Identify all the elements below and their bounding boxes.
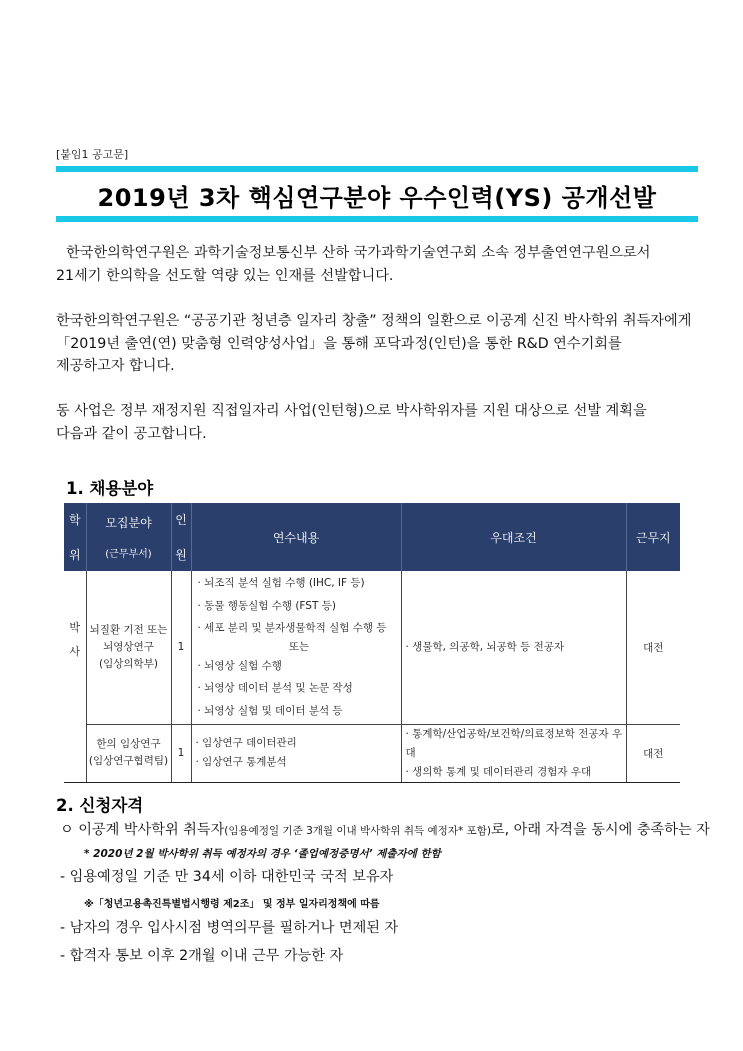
intro-paragraph-1: 한국한의학연구원은 과학기술정보통신부 산하 국가과학기술연구회 소속 정부출연연구원으로서 21세기 한의학을 선도할 역량 있는 인재를 선발합니다. — [56, 245, 651, 284]
content-line: · 뇌영상 실험 및 데이터 분석 등 — [197, 704, 343, 717]
title-bar-top — [56, 166, 698, 172]
count-cell: 1 — [171, 571, 191, 724]
header-count-char-2: 원 — [175, 548, 187, 562]
preference-line: · 통계학/산업공학/보건학/의료정보학 전공자 우대 — [405, 727, 623, 759]
qualification-main-prefix: ㅇ 이공계 박사학위 취득자 — [60, 822, 225, 838]
degree-cell — [64, 571, 86, 782]
content-line: · 임상연구 통계분석 — [195, 756, 287, 768]
section-heading-qualifications: 2. 신청자격 — [56, 796, 144, 815]
field-line: (임상의학부) — [99, 657, 158, 670]
table-row — [64, 571, 680, 724]
table-header-row — [64, 503, 680, 571]
header-field-label: 모집분야 — [105, 516, 152, 530]
header-degree-char-1: 학 — [68, 513, 81, 527]
content-line: · 뇌영상 데이터 분석 및 논문 작성 — [197, 682, 353, 695]
content-line: 또는 — [288, 640, 310, 653]
table-row — [64, 724, 680, 782]
field-line: (임상연구협력팀) — [88, 755, 169, 767]
header-preference: 우대조건 — [401, 503, 626, 571]
qualification-item-availability: - 합격자 통보 이후 2개월 이내 근무 가능한 자 — [60, 948, 344, 964]
header-location: 근무지 — [626, 503, 680, 571]
preference-line: · 생의학 통계 및 데이터관리 경험자 우대 — [405, 765, 592, 778]
header-field-sub: (근무부서) — [105, 549, 152, 560]
qualification-note-law: ※「청년고용촉진특별법시행령 제2조」 및 정부 일자리정책에 따름 — [84, 899, 380, 910]
qualification-main — [60, 819, 710, 839]
preference-cell — [401, 724, 626, 782]
page-title: 2019년 3차 핵심연구분야 우수인력(YS) 공개선발 — [97, 184, 657, 212]
content-cell — [191, 571, 401, 724]
content-line: · 뇌조직 분석 실험 수행 (IHC, IF 등) — [197, 577, 365, 590]
section-heading-fields: 1. 채용분야 — [66, 479, 154, 498]
qualification-item-age: - 임용예정일 기준 만 34세 이하 대한민국 국적 보유자 — [60, 869, 394, 885]
header-count-char-1: 인 — [175, 513, 187, 527]
title-band — [56, 166, 698, 222]
field-line: 뇌질환 기전 또는 — [89, 623, 168, 636]
qualification-note: * 2020년 2월 박사학위 취득 예정자의 경우 ‘졸업예정증명서’ 제출자에 한함 — [84, 848, 441, 860]
degree-char-2: 사 — [69, 645, 81, 659]
preference-line: · 생물학, 의공학, 뇌공학 등 전공자 — [405, 640, 565, 653]
qualification-main-small: (임용예정일 기준 3개월 이내 박사학위 취득 예정자* 포함) — [224, 825, 491, 837]
field-cell — [86, 571, 171, 724]
qualification-main-suffix: 로, 아래 자격을 동시에 충족하는 자 — [490, 822, 710, 838]
attachment-label: [붙임1 공고문] — [56, 148, 129, 161]
content-line: · 동물 행동실험 수행 (FST 등) — [197, 599, 336, 612]
field-cell — [86, 724, 171, 782]
location-cell: 대전 — [626, 571, 680, 724]
content-line: · 세포 분리 및 분자생물학적 실험 수행 등 — [197, 622, 387, 635]
preference-cell — [401, 571, 626, 724]
content-line: · 임상연구 데이터관리 — [195, 737, 297, 749]
header-field — [86, 503, 171, 571]
degree-char-1: 박 — [69, 621, 81, 635]
header-degree-char-2: 위 — [68, 548, 81, 562]
title-bar-bottom — [56, 216, 698, 222]
header-content: 연수내용 — [191, 503, 401, 571]
field-line: 한의 임상연구 — [96, 738, 161, 750]
count-cell: 1 — [171, 724, 191, 782]
recruitment-table — [64, 503, 680, 783]
header-degree — [64, 503, 86, 571]
content-cell — [191, 724, 401, 782]
intro-paragraph-3: 동 사업은 정부 재정지원 직접일자리 사업(인턴형)으로 박사학위자를 지원 대상으로 선발 계획을 다음과 같이 공고합니다. — [56, 403, 647, 442]
header-count — [171, 503, 191, 571]
content-line: · 뇌영상 실험 수행 — [197, 659, 282, 672]
qualification-item-military: - 남자의 경우 입사시점 병역의무를 필하거나 면제된 자 — [60, 920, 399, 936]
intro-paragraph-2: 한국한의학연구원은 “공공기관 청년층 일자리 창출” 정책의 일환으로 이공계 신진 박사학위 취득자에게 「2019년 출연(연) 맞춤형 인력양성사업」을 통해 포닥과정(인턴)을 통한 R&D 연수기회를 제공하고자 합니다. — [56, 313, 692, 374]
location-cell: 대전 — [626, 724, 680, 782]
field-line: 뇌영상연구 — [103, 640, 154, 653]
